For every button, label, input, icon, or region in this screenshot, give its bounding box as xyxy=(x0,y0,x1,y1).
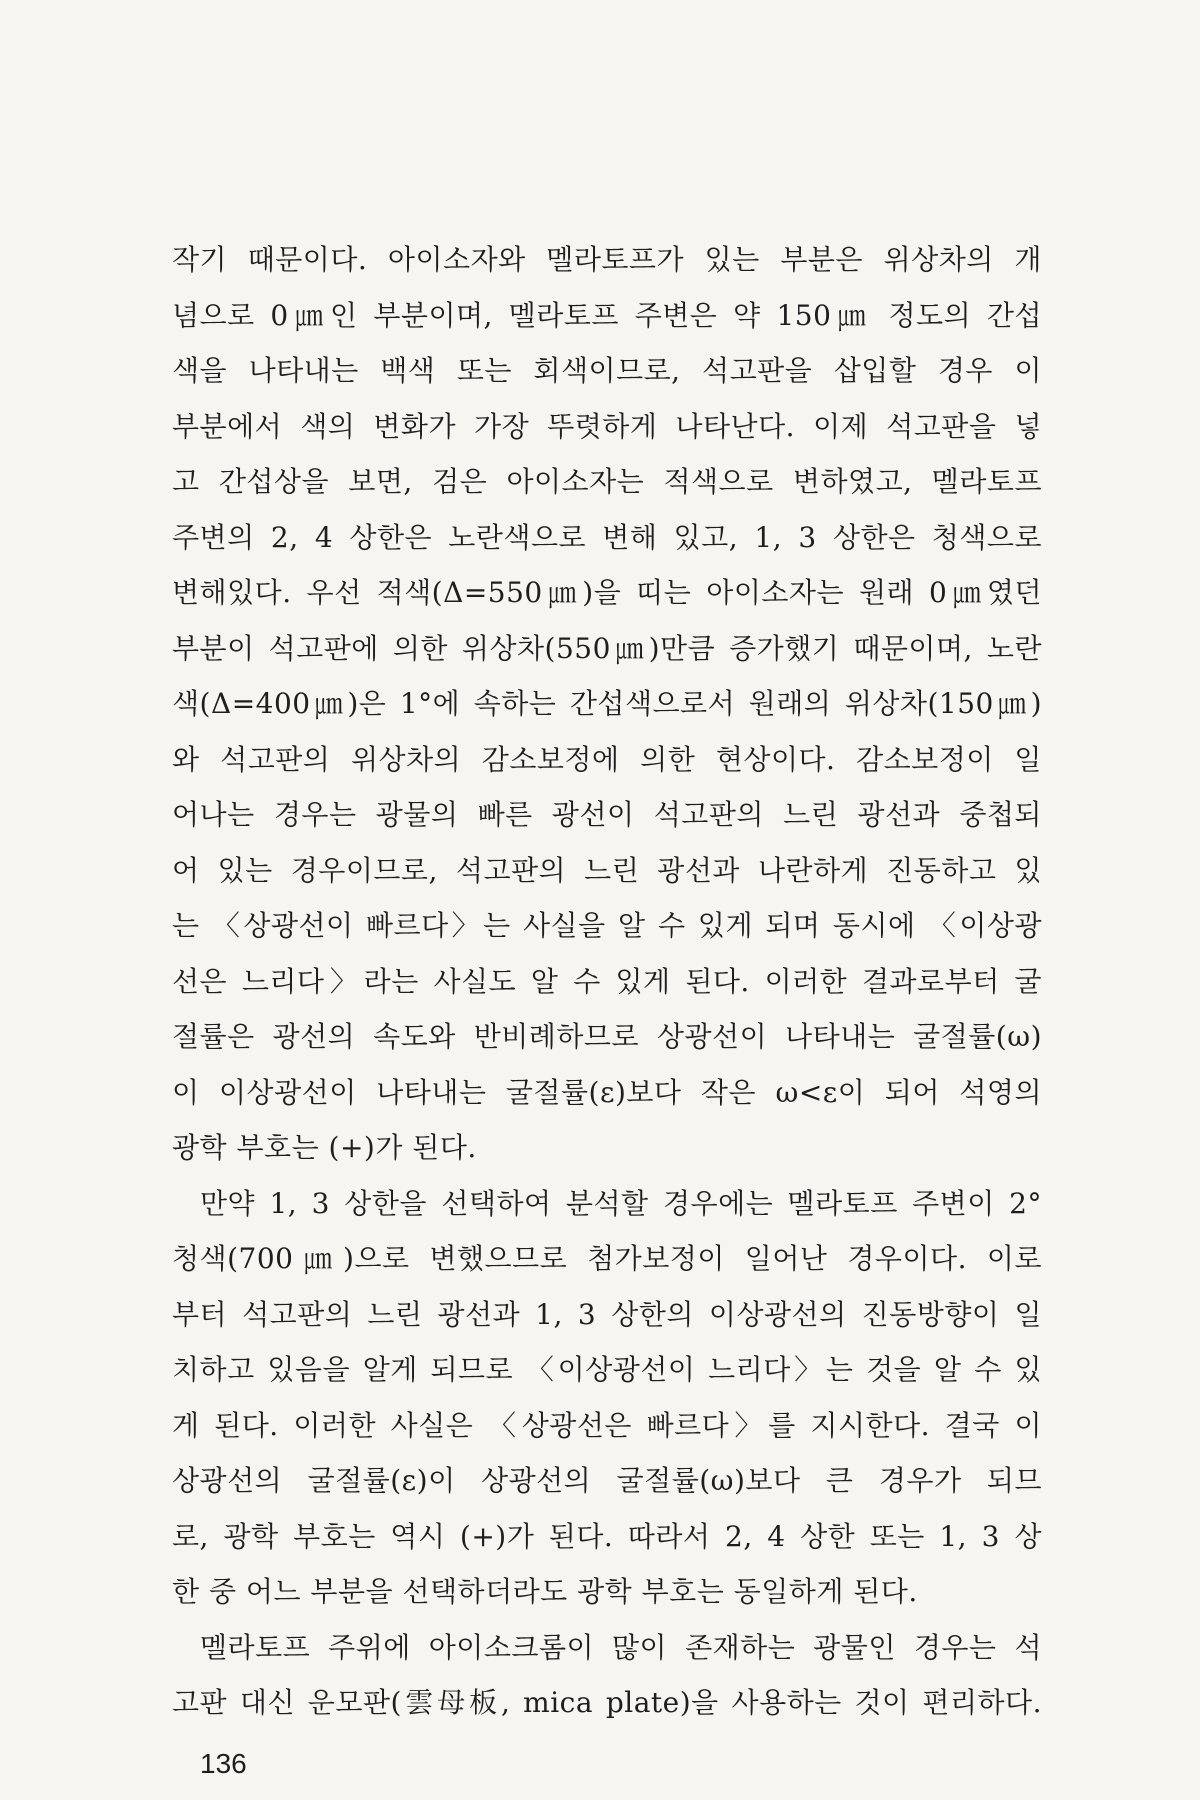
paragraph-start-line: 멜라토프 주위에 아이소크롬이 많이 존재하는 광물인 경우는 석 xyxy=(200,1630,1042,1664)
text-line: 고 간섭상을 보면, 검은 아이소자는 적색으로 변하였고, 멜라토프 xyxy=(172,465,1042,498)
paragraph-end-line: 한 중 어느 부분을 선택하더라도 광학 부호는 동일하게 된다. xyxy=(172,1575,918,1608)
text-line: 부분에서 색의 변화가 가장 뚜렷하게 나타난다. 이제 석고판을 넣 xyxy=(172,409,1042,443)
text-line: 변해있다. 우선 적색(Δ=550㎛)을 띠는 아이소자는 원래 0㎛였던 xyxy=(172,576,1042,609)
text-line: 어나는 경우는 광물의 빠른 광선이 석고판의 느린 광선과 중첩되 xyxy=(172,798,1042,831)
text-line: 념으로 0㎛인 부분이며, 멜라토프 주변은 약 150㎛ 정도의 간섭 xyxy=(172,298,1042,332)
text-line: 와 석고판의 위상차의 감소보정에 의한 현상이다. 감소보정이 일 xyxy=(172,742,1042,776)
text-line: 선은 느리다〉라는 사실도 알 수 있게 된다. 이러한 결과로부터 굴 xyxy=(172,964,1042,998)
text-line: 게 된다. 이러한 사실은 〈상광선은 빠르다〉를 지시한다. 결국 이 xyxy=(172,1408,1042,1442)
text-line: 색(Δ=400㎛)은 1°에 속하는 간섭색으로서 원래의 위상차(150㎛) xyxy=(172,687,1042,720)
paragraph-start-line: 만약 1, 3 상한을 선택하여 분석할 경우에는 멜라토프 주변이 2° xyxy=(200,1186,1042,1220)
text-line: 치하고 있음을 알게 되므로 〈이상광선이 느리다〉는 것을 알 수 있 xyxy=(172,1353,1042,1386)
text-line: 색을 나타내는 백색 또는 회색이므로, 석고판을 삽입할 경우 이 xyxy=(172,354,1042,387)
body-text xyxy=(172,232,1042,1731)
text-line: 로, 광학 부호는 역시 (+)가 된다. 따라서 2, 4 상한 또는 1, 3 상 xyxy=(172,1519,1042,1553)
text-line: 부분이 석고판에 의한 위상차(550㎛)만큼 증가했기 때문이며, 노란 xyxy=(172,631,1042,665)
page-number: 136 xyxy=(200,1748,247,1779)
text-line: 청색(700㎛)으로 변했으므로 첨가보정이 일어난 경우이다. 이로 xyxy=(172,1242,1042,1275)
text-line: 이 이상광선이 나타내는 굴절률(ε)보다 작은 ω<ε이 되어 석영의 xyxy=(172,1075,1042,1109)
text-line: 고판 대신 운모판(雲母板, mica plate)을 사용하는 것이 편리하다. xyxy=(172,1686,1042,1719)
text-line: 어 있는 경우이므로, 석고판의 느린 광선과 나란하게 진동하고 있 xyxy=(172,853,1042,887)
text-line: 상광선의 굴절률(ε)이 상광선의 굴절률(ω)보다 큰 경우가 되므 xyxy=(172,1464,1042,1497)
text-line: 절률은 광선의 속도와 반비례하므로 상광선이 나타내는 굴절률(ω) xyxy=(172,1020,1042,1053)
text-line: 작기 때문이다. 아이소자와 멜라토프가 있는 부분은 위상차의 개 xyxy=(172,243,1042,276)
text-line: 부터 석고판의 느린 광선과 1, 3 상한의 이상광선의 진동방향이 일 xyxy=(172,1297,1042,1331)
text-line: 는 〈상광선이 빠르다〉는 사실을 알 수 있게 되며 동시에 〈이상광 xyxy=(172,909,1042,942)
paragraph-end-line: 광학 부호는 (+)가 된다. xyxy=(172,1131,477,1164)
text-line: 주변의 2, 4 상한은 노란색으로 변해 있고, 1, 3 상한은 청색으로 xyxy=(172,520,1042,554)
